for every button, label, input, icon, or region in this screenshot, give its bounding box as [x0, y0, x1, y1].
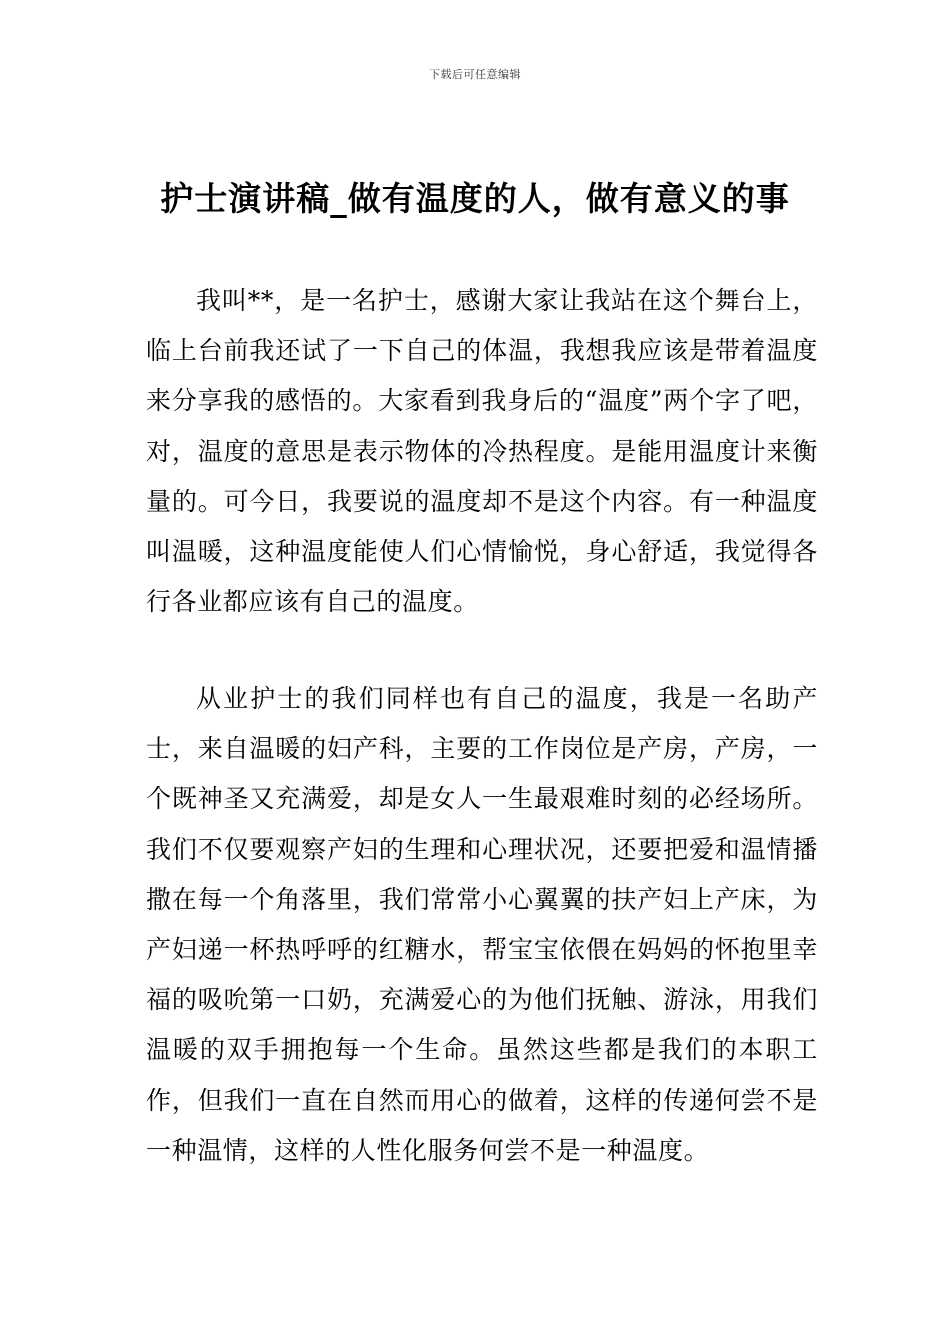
page-title: 护士演讲稿_做有温度的人，做有意义的事 — [160, 179, 790, 218]
body-paragraph-2: 从业护士的我们同样也有自己的温度，我是一名助产士，来自温暖的妇产科，主要的工作岗位是产房，产房，一个既神圣又充满爱，却是女人一生最艰难时刻的必经场所。我们不仅要观察产妇的生理和心理状况，还要把爱和温情播撒在每一个角落里，我们常常小心翼翼的扶产妇上产床，为产妇递一杯热呼呼的红糖水，帮宝宝依偎在妈妈的怀抱里幸福的吸吮第一口奶，充满爱心的为他们抚触、游泳，用我们温暖的双手拥抱每一个生命。虽然这些都是我们的本职工作，但我们一直在自然而用心的做着，这样的传递何尝不是一种温情，这样的人性化服务何尝不是一种温度。 — [146, 684, 818, 1165]
header-note: 下载后可任意编辑 — [429, 68, 521, 81]
body-paragraph-1: 我叫**，是一名护士，感谢大家让我站在这个舞台上，临上台前我还试了一下自己的体温，我想我应该是带着温度来分享我的感悟的。大家看到我身后的“温度”两个字了吧，对，温度的意思是表示物体的冷热程度。是能用温度计来衡量的。可今日，我要说的温度却不是这个内容。有一种温度叫温暖，这种温度能使人们心情愉悦，身心舒适，我觉得各行各业都应该有自己的温度。 — [146, 286, 818, 617]
